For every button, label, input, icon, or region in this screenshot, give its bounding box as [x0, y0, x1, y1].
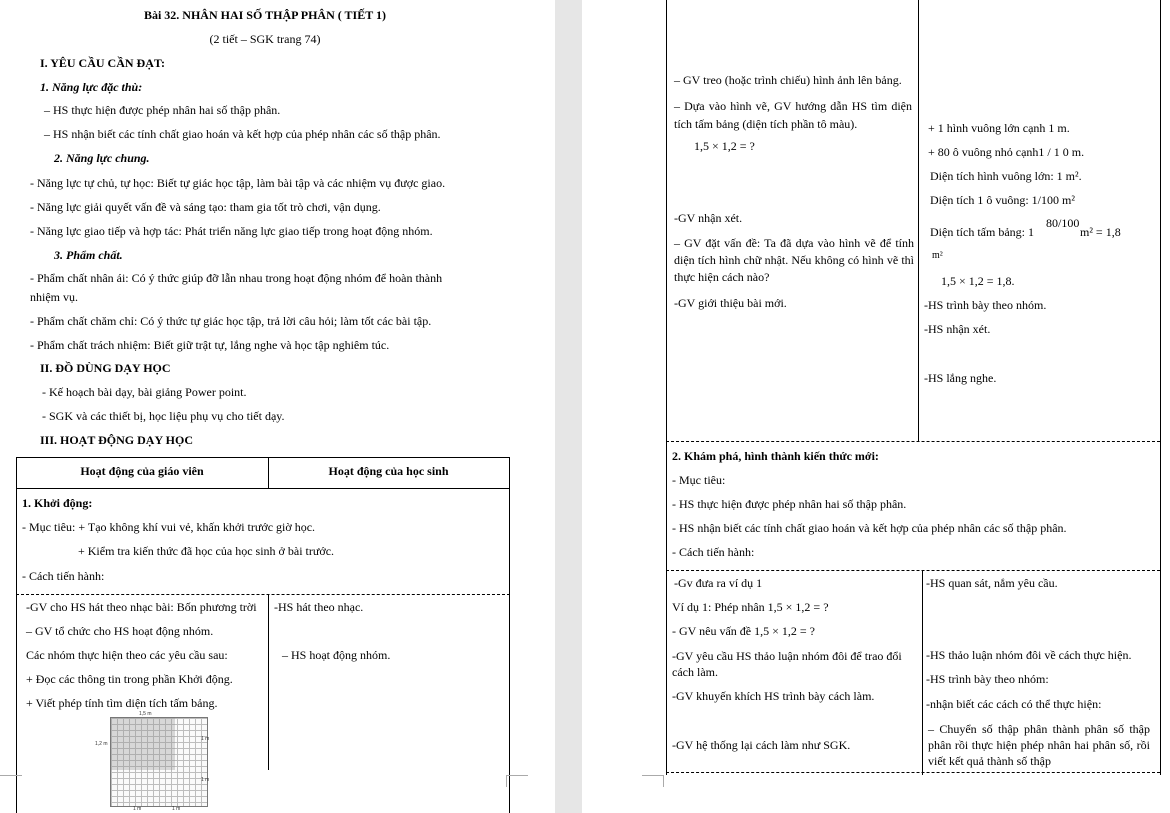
table-header-teacher: Hoạt động của giáo viên [80, 464, 204, 478]
board-shaded-area [111, 718, 175, 770]
section-2-heading: II. ĐỒ DÙNG DẠY HỌC [40, 361, 171, 375]
fraction-value: 80/100 [1046, 216, 1080, 230]
student-step: m² = 1,8 [1080, 225, 1121, 239]
text-line: - Mục tiêu: + Tạo không khí vui vẻ, khấn khởi trước giờ học. [22, 520, 316, 534]
teacher-step: -GV yêu cầu HS thảo luận nhóm đôi để trao đổi cách làm. [672, 649, 902, 679]
table-column-divider [922, 570, 923, 775]
student-step: + 1 hình vuông lớn cạnh 1 m. [928, 121, 1070, 135]
section-1-heading: I. YÊU CẦU CẦN ĐẠT: [40, 56, 165, 70]
student-step: – Chuyển số thập phân thành phân số thập phân rồi thực hiện phép nhân hai phân số, rồi viết kết quả thành số thập [928, 722, 1150, 768]
text-line: - SGK và các thiết bị, học liệu phụ vụ cho tiết dạy. [42, 409, 285, 423]
subsection-1-1: 1. Năng lực đặc thù: [40, 80, 143, 94]
table-row-divider [666, 570, 1160, 571]
student-step: Diện tích hình vuông lớn: 1 m². [930, 169, 1082, 183]
figure-label: 1 m [201, 777, 210, 783]
student-step: Diện tích 1 ô vuông: 1/100 m² [930, 193, 1075, 207]
table-border [16, 488, 510, 489]
student-step: m² [932, 250, 943, 261]
teacher-step: -GV khuyến khích HS trình bày cách làm. [672, 689, 875, 703]
text-line: - HS nhận biết các tính chất giao hoán và kết hợp của phép nhân các số thập phân. [672, 521, 1067, 535]
student-step: – HS hoạt động nhóm. [282, 648, 391, 662]
table-border [666, 0, 667, 775]
student-step: Diện tích tấm bảng: 1 [930, 225, 1034, 239]
table-row-divider [666, 441, 1160, 442]
teacher-step: – GV đặt vấn đề: Ta đã dựa vào hình vẽ để tính diện tích hình chữ nhật. Nếu không có hình vẽ thì thực hiện cách nào? [674, 236, 914, 284]
text-line: - Năng lực giải quyết vấn đề và sáng tạo: tham gia tốt trò chơi, vận dụng. [30, 200, 381, 214]
text-line: – HS nhận biết các tính chất giao hoán và kết hợp của phép nhân các số thập phân. [44, 127, 441, 141]
figure-label: 1 m [172, 806, 181, 812]
table-row-divider [16, 594, 510, 595]
teacher-step: – GV treo (hoặc trình chiếu) hình ảnh lên bảng. [674, 73, 902, 87]
student-step: -HS trình bày theo nhóm: [926, 672, 1049, 686]
text-line: – HS thực hiện được phép nhân hai số thập phân. [44, 103, 281, 117]
student-step: -HS trình bày theo nhóm. [924, 298, 1047, 312]
page-corner-mark [642, 775, 664, 787]
teacher-step: + Đọc các thông tin trong phần Khởi động. [26, 672, 233, 686]
document-page-right [582, 0, 1170, 813]
teacher-step: Các nhóm thực hiện theo các yêu cầu sau: [26, 648, 228, 662]
student-step: 1,5 × 1,2 = 1,8. [941, 274, 1015, 288]
text-line: - HS thực hiện được phép nhân hai số thập phân. [672, 497, 907, 511]
table-border [1160, 0, 1161, 775]
student-step: -HS hát theo nhạc. [274, 600, 364, 614]
subsection-1-2: 2. Năng lực chung. [54, 151, 150, 165]
text-line: - Phẩm chất trách nhiệm: Biết giữ trật tự, lắng nghe và học tập nghiêm túc. [30, 338, 390, 352]
text-line: - Cách tiến hành: [22, 569, 105, 583]
teacher-step: -GV nhận xét. [674, 211, 743, 225]
text-line: nhiệm vụ. [30, 290, 78, 304]
text-line: - Mục tiêu: [672, 473, 726, 487]
table-header-student: Hoạt động của học sinh [328, 464, 449, 478]
text-line: - Năng lực giao tiếp và hợp tác: Phát triển năng lực giao tiếp trong hoạt động nhóm. [30, 224, 433, 238]
table-row-divider [666, 772, 1160, 773]
text-line: - Cách tiến hành: [672, 545, 755, 559]
teacher-step: -Gv đưa ra ví dụ 1 [674, 576, 763, 590]
figure-label: 1,5 m [139, 711, 152, 717]
text-line: + Kiểm tra kiến thức đã học của học sinh ở bài trước. [78, 544, 335, 558]
explore-heading: 2. Khám phá, hình thành kiến thức mới: [672, 449, 879, 463]
lesson-title: Bài 32. NHÂN HAI SỐ THẬP PHÂN ( TIẾT 1) [143, 8, 387, 22]
student-step: -HS lắng nghe. [924, 371, 997, 385]
figure-label: 1,2 m [95, 741, 108, 747]
table-border [16, 457, 510, 458]
teacher-step: + Viết phép tính tìm diện tích tấm bảng. [26, 696, 218, 710]
table-border [16, 457, 17, 813]
table-column-divider [268, 594, 269, 770]
document-page-left [0, 0, 555, 813]
text-line: - Phẩm chất nhân ái: Có ý thức giúp đỡ lẫn nhau trong hoạt động nhóm để hoàn thành [30, 271, 443, 285]
teacher-step: 1,5 × 1,2 = ? [694, 139, 755, 153]
figure-label: 1 m [133, 806, 142, 812]
teacher-step: - GV nêu vấn đề 1,5 × 1,2 = ? [672, 624, 815, 638]
table-column-divider [918, 0, 919, 441]
teacher-step: -GV cho HS hát theo nhạc bài: Bốn phương trời [26, 600, 257, 614]
page-corner-mark [0, 775, 22, 787]
text-line: - Năng lực tự chủ, tự học: Biết tự giác học tập, làm bài tập và các nhiệm vụ được giao. [30, 176, 446, 190]
student-step: -HS thảo luận nhóm đôi về cách thực hiện. [926, 648, 1132, 662]
text-line: - Phẩm chất chăm chỉ: Có ý thức tự giác học tập, trả lời câu hỏi; làm tốt các bài tập. [30, 314, 432, 328]
student-step: -HS nhận xét. [924, 322, 991, 336]
teacher-step: -GV hệ thống lại cách làm như SGK. [672, 738, 851, 752]
lesson-subtitle: (2 tiết – SGK trang 74) [209, 32, 321, 46]
page-gutter [555, 0, 582, 813]
teacher-step: – GV tổ chức cho HS hoạt động nhóm. [26, 624, 214, 638]
section-3-heading: III. HOẠT ĐỘNG DẠY HỌC [40, 433, 194, 447]
student-step: + 80 ô vuông nhỏ cạnh1 / 1 0 m. [928, 145, 1085, 159]
student-step: -HS quan sát, nắm yêu cầu. [926, 576, 1058, 590]
teacher-step: Ví dụ 1: Phép nhân 1,5 × 1,2 = ? [672, 600, 829, 614]
figure-label: 1 m [201, 736, 210, 742]
table-border [509, 457, 510, 813]
page-corner-mark [506, 775, 528, 787]
subsection-1-3: 3. Phẩm chất. [54, 248, 123, 262]
student-step: -nhận biết các cách có thể thực hiện: [926, 697, 1102, 711]
warmup-heading: 1. Khởi động: [22, 496, 93, 510]
teacher-step: – Dựa vào hình vẽ, GV hướng dẫn HS tìm diện tích tấm bảng (diện tích phần tô màu). [674, 99, 912, 131]
teacher-step: -GV giới thiệu bài mới. [674, 296, 787, 310]
text-line: - Kế hoạch bài dạy, bài giảng Power point. [42, 385, 247, 399]
